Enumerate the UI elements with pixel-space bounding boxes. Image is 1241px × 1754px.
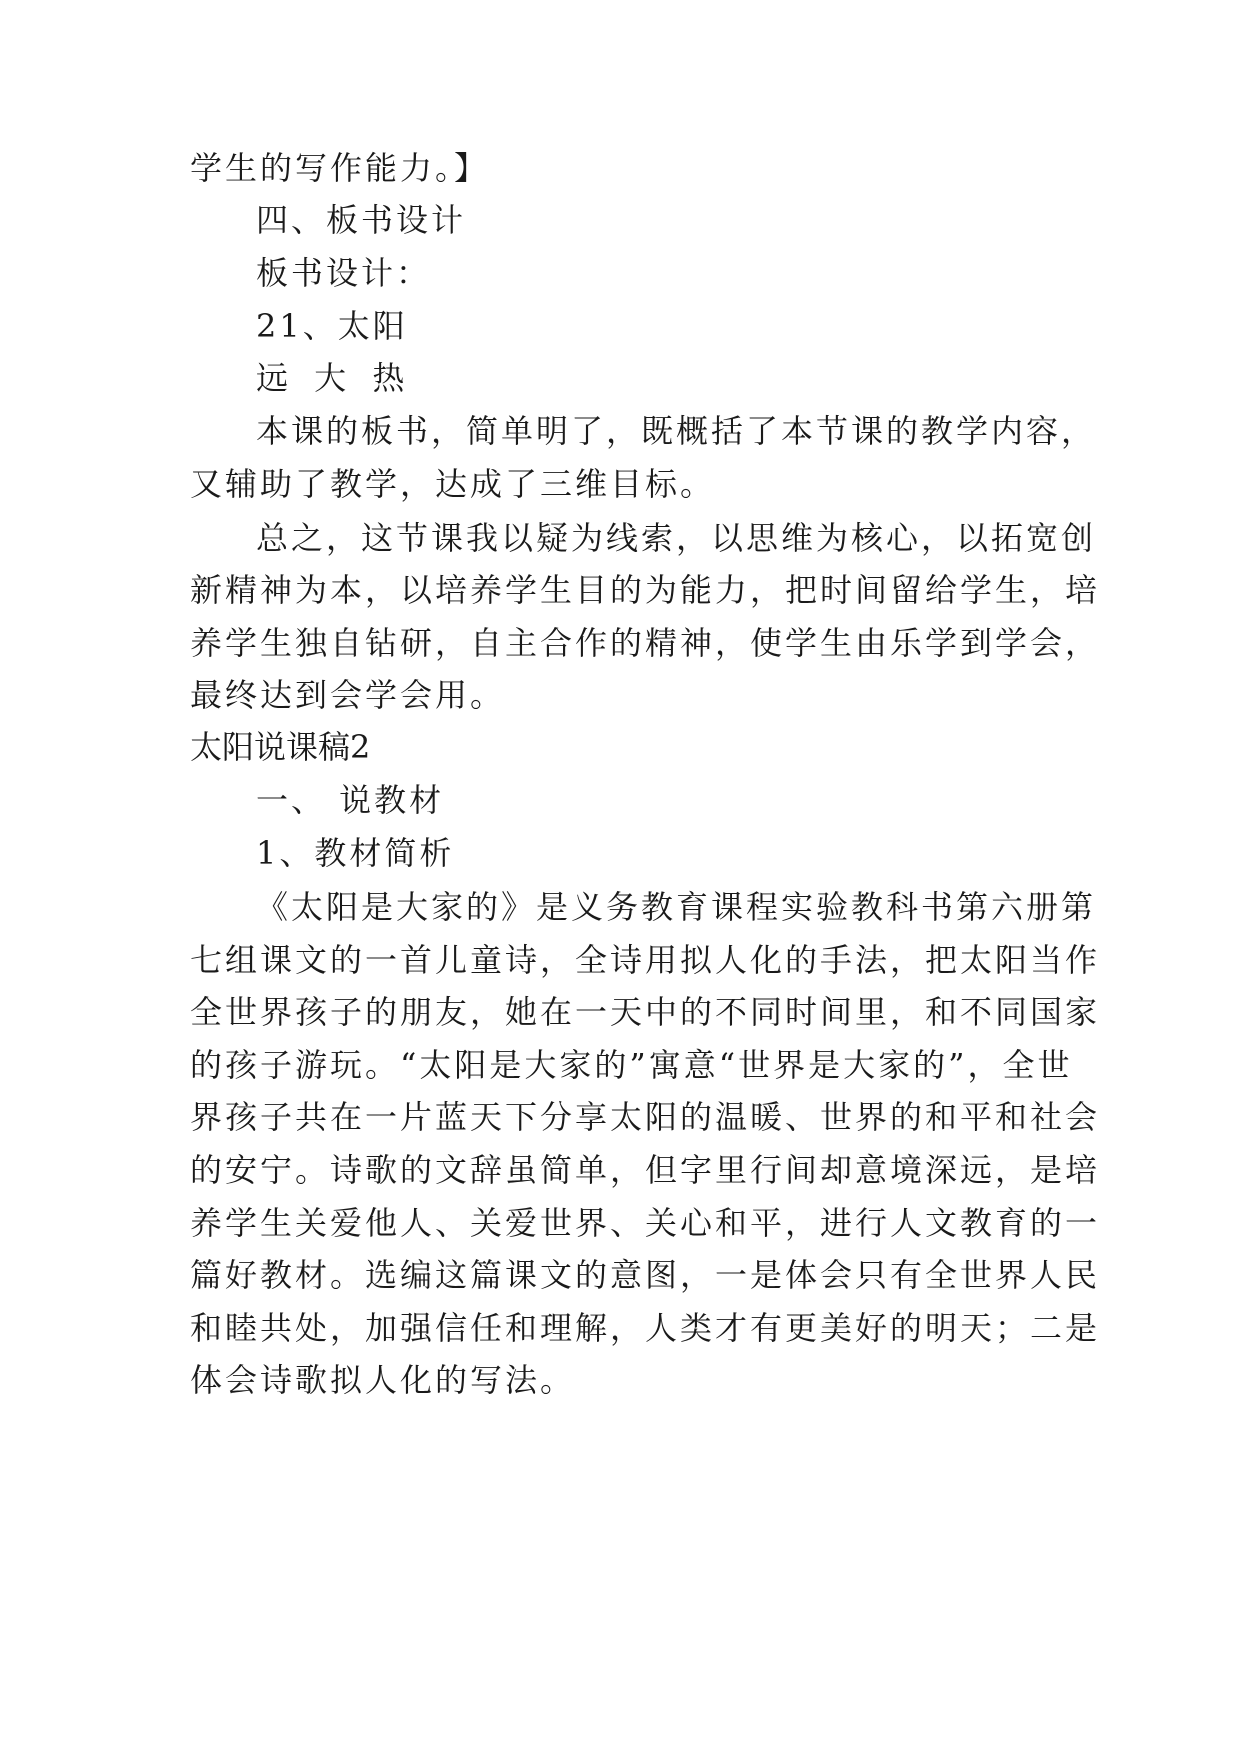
paragraph-line: 养学生关爱他人、关爱世界、关心和平，进行人文教育的一 <box>190 1204 1101 1242</box>
text-line: 21、太阳 <box>256 307 408 345</box>
text-line: 学生的写作能力。】 <box>190 149 490 187</box>
text-line: 远 大 热 <box>256 359 413 397</box>
paragraph-line: 《太阳是大家的》是义务教育课程实验教科书第六册第 <box>256 888 1097 926</box>
paragraph-line: 体会诗歌拟人化的写法。 <box>190 1361 576 1399</box>
section-heading: 一、 说教材 <box>256 781 445 819</box>
paragraph-line: 七组课文的一首儿童诗，全诗用拟人化的手法，把太阳当作 <box>190 941 1101 979</box>
paragraph-line: 又辅助了教学，达成了三维目标。 <box>190 465 716 503</box>
section-heading: 四、板书设计 <box>256 201 467 239</box>
paragraph-line: 养学生独自钻研，自主合作的精神，使学生由乐学到学会， <box>190 624 1101 662</box>
paragraph-line: 的孩子游玩。“太阳是大家的”寓意“世界是大家的”，全世 <box>190 1046 1073 1084</box>
document-title: 太阳说课稿2 <box>190 728 371 766</box>
paragraph-line: 总之，这节课我以疑为线索，以思维为核心，以拓宽创 <box>256 519 1097 557</box>
paragraph-line: 本课的板书，简单明了，既概括了本节课的教学内容， <box>256 412 1097 450</box>
paragraph-line: 和睦共处，加强信任和理解，人类才有更美好的明天；二是 <box>190 1309 1101 1347</box>
subsection-heading: 1、教材简析 <box>256 834 455 872</box>
text-line: 板书设计： <box>256 254 432 292</box>
paragraph-line: 新精神为本，以培养学生目的为能力，把时间留给学生，培 <box>190 571 1101 609</box>
paragraph-line: 界孩子共在一片蓝天下分享太阳的温暖、世界的和平和社会 <box>190 1098 1101 1136</box>
paragraph-line: 最终达到会学会用。 <box>190 676 506 714</box>
paragraph-line: 篇好教材。选编这篇课文的意图，一是体会只有全世界人民 <box>190 1256 1101 1294</box>
paragraph-line: 的安宁。诗歌的文辞虽简单，但字里行间却意境深远，是培 <box>190 1151 1101 1189</box>
paragraph-line: 全世界孩子的朋友，她在一天中的不同时间里，和不同国家 <box>190 993 1101 1031</box>
